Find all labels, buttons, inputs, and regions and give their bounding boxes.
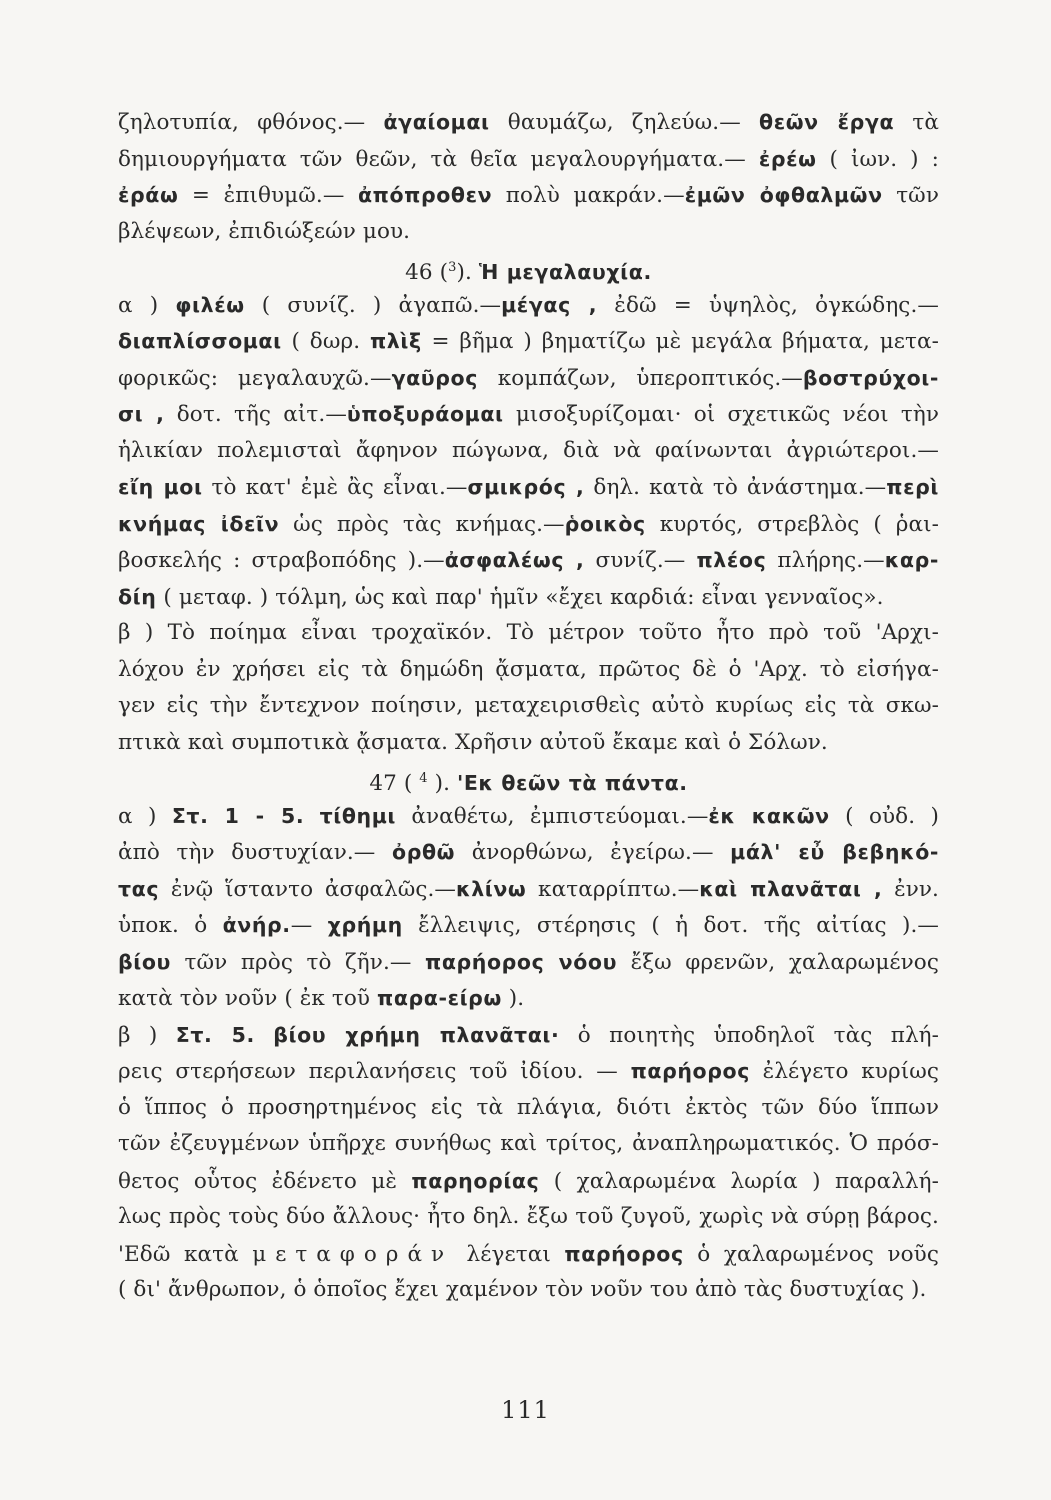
bold-term: φιλέω: [175, 292, 245, 317]
bold-term: ὀρθῶ: [392, 840, 456, 864]
text-run: γεν εἰς τὴν ἔντεχνον ποίησιν, μεταχειρισθεὶς αὐτὸ κυρίως εἰς τὰ σκω-: [118, 693, 939, 718]
bold-term: ῥοικὸς: [564, 511, 646, 536]
text-line: [118, 1126, 939, 1163]
text-run: κομπάζων, ὑπεροπτικός.—: [477, 365, 803, 391]
text-run: ).: [456, 260, 479, 286]
text-run: ).: [427, 771, 457, 797]
text-run: δηλ. κατὰ τὸ ἀνάστημα.—: [584, 475, 887, 500]
text-line: [118, 615, 939, 652]
text-run: 47 (: [369, 771, 420, 797]
text-run: [304, 804, 319, 829]
bold-term: γαῦρος: [391, 365, 478, 390]
bold-term: χρήμη: [327, 913, 403, 937]
bold-term: ἐκ κακῶν: [708, 803, 830, 828]
text-line: [118, 798, 939, 835]
bold-term: θεῶν ἔργα: [759, 110, 895, 134]
text-line: [118, 141, 939, 178]
text-line: [118, 360, 939, 397]
text-run: δοτ. τῆς αἰτ.—: [164, 402, 347, 427]
text-run: φορικῶς: μεγαλαυχῶ.—: [118, 365, 392, 391]
bold-term: βοστρύχοι-: [802, 365, 940, 390]
bold-term: μέγας ,: [501, 292, 598, 317]
text-line: [118, 104, 939, 141]
bold-term: ἀνήρ.: [222, 913, 291, 937]
bold-term: 'Εκ θεῶν τὰ πάντα.: [456, 771, 688, 796]
text-run: τῶν πρὸς τὸ ζῆν.—: [171, 949, 425, 975]
text-run: ὡς πρὸς τὰς κνήμας.—: [279, 511, 565, 537]
text-run: λόχου ἐν χρήσει εἰς τὰ δημώδη ᾄσματα, πρῶτος δὲ ὁ 'Αρχ. τὸ εἰσήγα-: [118, 656, 939, 682]
text-run: ὁ χαλαρωμένος νοῦς: [683, 1241, 939, 1267]
text-run: τὸ κατ' ἐμὲ ἂς εἶναι.—: [202, 475, 468, 500]
bold-term: Στ. 1 - 5.: [171, 803, 305, 828]
text-run: β ): [118, 1022, 176, 1048]
text-line: [118, 287, 939, 324]
text-run: ( μεταφ. ) τόλμη, ὡς καὶ παρ' ἡμῖν «ἔχει καρδιά: εἶναι γενναῖος».: [156, 584, 884, 610]
text-line: [118, 469, 939, 506]
text-run: ( δι' ἄνθρωπον, ὁ ὁποῖος ἔχει χαμένον τὸν νοῦν του ἀπὸ τὰς δυστυχίας ).: [118, 1277, 927, 1302]
footnote-ref: 4: [419, 771, 428, 786]
text-line: [118, 579, 939, 616]
text-run: τῶν: [882, 183, 939, 208]
text-run: πολὺ μακράν.—: [492, 183, 685, 208]
text-run: πλήρης.—: [766, 548, 885, 573]
text-line: [118, 433, 939, 470]
bold-term: κνήμας ἰδεῖν: [118, 511, 280, 536]
text-run: 46 (: [405, 260, 449, 286]
bold-term: πλέος: [696, 548, 767, 572]
text-run: ἀπὸ τὴν δυστυχίαν.—: [118, 840, 393, 865]
text-run: τῶν ἐζευγμένων ὑπῆρχε συνήθως καὶ τρίτος, ἀναπληρωματικός. Ὁ πρόσ-: [118, 1131, 939, 1156]
bold-term: εἴη μοι: [118, 475, 203, 499]
text-line: [118, 980, 939, 1017]
text-line: [118, 1199, 939, 1236]
text-line: [118, 396, 939, 433]
text-run: ( δωρ.: [281, 329, 370, 354]
text-line: [118, 725, 939, 762]
bold-term: καρ-: [884, 548, 939, 572]
text-run: ἀνορθώνω, ἐγείρω.—: [455, 840, 731, 865]
text-line: [118, 944, 939, 981]
text-run: ἐλέγετο κυρίως: [749, 1059, 939, 1084]
bold-term: τας: [118, 876, 160, 901]
text-line: [118, 652, 939, 689]
text-line: [118, 834, 939, 871]
bold-term: ἐράω: [118, 183, 179, 207]
bold-term: καὶ πλανᾶται ,: [699, 876, 883, 901]
bold-term: περὶ: [886, 475, 939, 499]
text-line: [118, 1163, 939, 1200]
bold-term: ἀσφαλέως ,: [444, 548, 585, 572]
bold-term: σμικρός ,: [467, 475, 585, 499]
bold-term: κλίνω: [456, 876, 527, 901]
bold-term: σι ,: [118, 402, 165, 426]
text-run: ἡλικίαν πολεμισταὶ ἄφηνον πώγωνα, διὰ νὰ φαίνωνται ἀγριώτεροι.—: [118, 437, 939, 463]
text-line: [118, 1053, 939, 1090]
text-run: [255, 1023, 273, 1048]
bold-term: βίου: [118, 949, 171, 974]
text-run: ( χαλαρωμένα λωρία ) παραλλή-: [539, 1168, 939, 1194]
text-line: [118, 1090, 939, 1127]
bold-term: ὑποξυράομαι: [346, 402, 504, 426]
text-run: ( συνίζ. ) ἀγαπῶ.—: [244, 292, 502, 318]
text-run: ἐνν.: [882, 876, 939, 902]
bold-term: δίη: [118, 584, 157, 609]
text-line: [118, 506, 939, 543]
bold-term: ἐμῶν ὀφθαλμῶν: [684, 183, 883, 207]
spaced-term: μεταφοράν: [252, 1241, 454, 1267]
text-run: ὁ ἵππος ὁ προσηρτημένος εἰς τὰ πλάγια, διότι ἐκτὸς τῶν δύο ἵππων: [118, 1094, 939, 1120]
text-run: κυρτός, στρεβλὸς ( ῥαι-: [645, 511, 939, 537]
text-run: ἐνῷ ἵσταντο ἀσφαλῶς.—: [159, 876, 457, 902]
text-run: λως πρὸς τοὺς δύο ἄλλους· ἦτο δηλ. ἔξω τοῦ ζυγοῦ, χωρὶς νὰ σύρῃ βάρος.: [118, 1204, 939, 1229]
text-run: κατὰ τὸν νοῦν ( ἐκ τοῦ: [118, 986, 378, 1011]
text-line: [118, 688, 939, 725]
text-run: βλέψεων, ἐπιδιώξεών μου.: [118, 218, 411, 244]
page-number: 111: [501, 1396, 550, 1424]
text-run: μισοξυρίζομαι· οἱ σχετικῶς νέοι τὴν: [503, 402, 940, 427]
text-run: δημιουργήματα τῶν θεῶν, τὰ θεῖα μεγαλουργήματα.—: [118, 146, 759, 172]
bold-term: παρα-είρω: [377, 986, 502, 1010]
bold-term: παρήορος νόου: [425, 949, 618, 974]
text-run: λέγεται: [453, 1241, 565, 1267]
text-run: = βῆμα ) βηματίζω μὲ μεγάλα βήματα, μετα-: [421, 329, 940, 354]
text-run: συνίζ.—: [584, 548, 697, 573]
bold-term: διαπλίσσομαι: [118, 329, 282, 353]
text-line: [118, 907, 939, 944]
bold-term: βίου χρήμη πλανᾶται·: [273, 1022, 560, 1047]
bold-term: παρηορίας: [411, 1168, 540, 1193]
text-line: [118, 1236, 939, 1273]
text-run: 'Εδῶ κατὰ: [118, 1241, 253, 1267]
bold-term: πλὶξ: [369, 329, 422, 353]
footnote-ref: 3: [448, 260, 457, 275]
bold-term: ἀγαίομαι: [383, 110, 490, 134]
text-run: ἀναθέτω, ἐμπιστεύομαι.—: [396, 803, 709, 829]
text-line: [118, 177, 939, 214]
text-line: [118, 1017, 939, 1054]
text-run: = ἐπιθυμῶ.—: [178, 183, 358, 208]
text-run: ἔξω φρενῶν, χαλαρωμένος: [617, 949, 939, 975]
text-run: ρεις στερήσεων περιλανήσεις τοῦ ἰδίου. —: [118, 1059, 631, 1084]
page-body: [118, 104, 939, 1309]
text-line: [118, 1272, 939, 1309]
bold-term: παρήορος: [630, 1059, 750, 1083]
bold-term: Ἡ μεγαλαυχία.: [478, 260, 652, 285]
text-run: ζηλοτυπία, φθόνος.—: [118, 110, 384, 135]
text-line: [118, 323, 939, 360]
text-run: τὰ: [894, 110, 939, 135]
text-run: ἔλλειψις, στέρησις ( ἡ δοτ. τῆς αἰτίας ).—: [402, 913, 939, 938]
text-run: —: [290, 913, 328, 938]
bold-term: τίθημι: [319, 803, 396, 828]
text-run: ἐδῶ = ὑψηλὸς, ὀγκώδης.—: [597, 292, 939, 318]
text-line: [118, 542, 939, 579]
text-run: ὁ ποιητὴς ὑποδηλοῖ τὰς πλή-: [559, 1022, 940, 1048]
text-line: [118, 214, 939, 251]
bold-term: ἀπόπροθεν: [357, 183, 493, 207]
text-run: ( ἰων. ) :: [816, 146, 939, 172]
text-run: ὑποκ. ὁ: [118, 913, 223, 938]
text-run: θαυμάζω, ζηλεύω.—: [489, 110, 760, 135]
text-run: πτικὰ καὶ συμποτικὰ ᾄσματα. Χρῆσιν αὐτοῦ ἔκαμε καὶ ὁ Σόλων.: [118, 729, 828, 755]
bold-term: ἐρέω: [758, 146, 817, 171]
text-run: α ): [118, 803, 172, 829]
bold-term: Στ. 5.: [175, 1022, 255, 1047]
bold-term: παρήορος: [564, 1241, 684, 1266]
bold-term: μάλ' εὖ βεβηκό-: [730, 840, 939, 864]
text-run: βοσκελής : στραβοπόδης ).—: [118, 548, 445, 573]
section-heading: [118, 761, 939, 798]
text-run: α ): [118, 292, 176, 318]
text-run: καταρρίπτω.—: [526, 876, 700, 902]
text-run: ( οὐδ. ): [829, 803, 940, 829]
section-heading: [118, 250, 939, 287]
text-run: ).: [501, 986, 525, 1011]
text-run: β ) Τὸ ποίημα εἶναι τροχαϊκόν. Τὸ μέτρον τοῦτο ἦτο πρὸ τοῦ 'Αρχι-: [118, 620, 939, 645]
text-line: [118, 871, 939, 908]
text-run: θετος οὗτος ἐδένετο μὲ: [118, 1168, 412, 1194]
